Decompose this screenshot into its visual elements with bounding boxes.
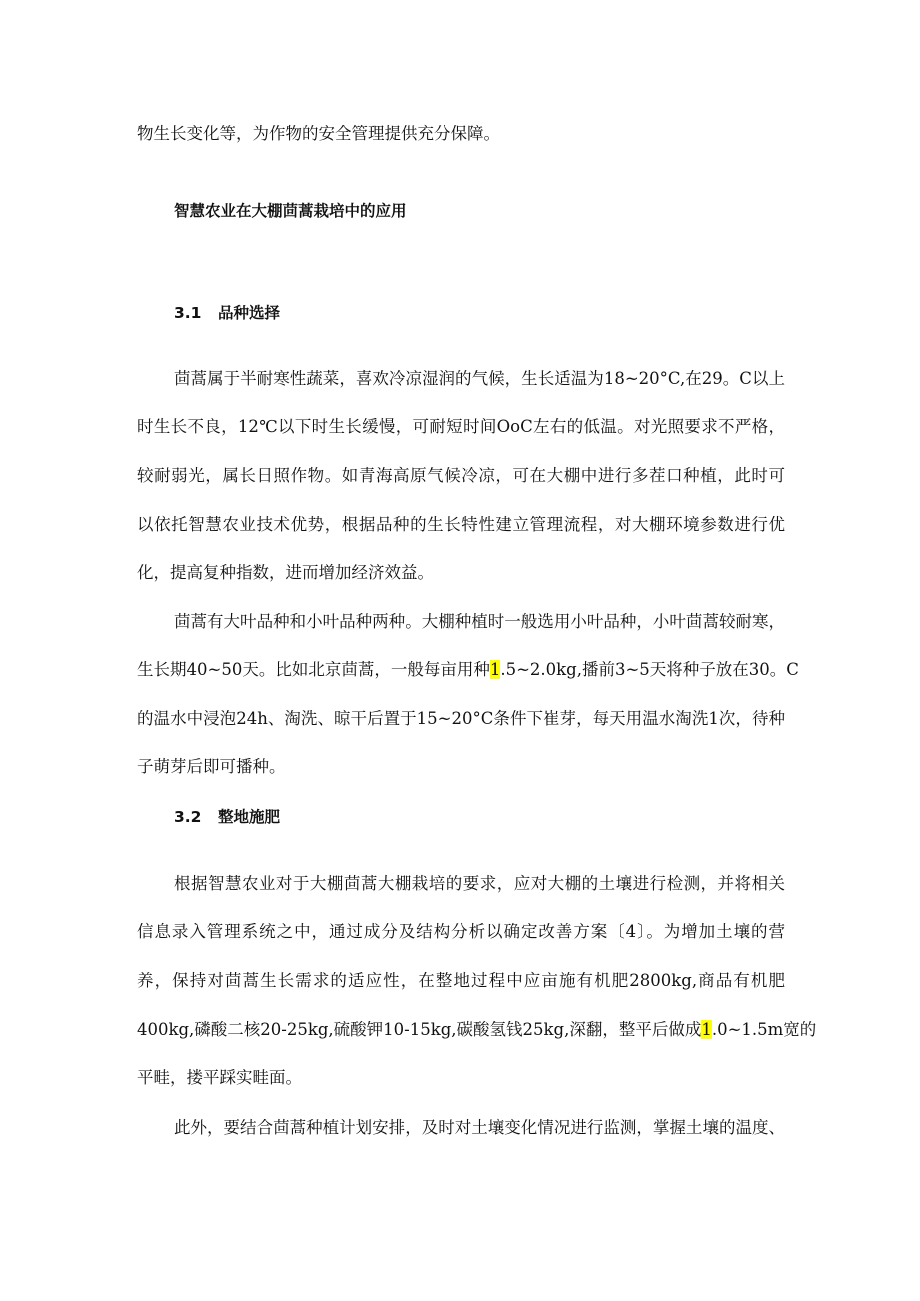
paragraph-line: 根据智慧农业对于大棚茴蒿大棚栽培的要求，应对大棚的土壤进行检测，并将相关 <box>174 874 785 893</box>
paragraph-line: 平畦，搂平踩实畦面。 <box>137 1068 302 1087</box>
highlighted-text: 1 <box>701 1020 712 1039</box>
paragraph-line: 此外，要结合茴蒿种植计划安排，及时对土壤变化情况进行监测，掌握土壤的温度、 <box>174 1118 785 1137</box>
paragraph-line: 子萌芽后即可播种。 <box>137 757 286 776</box>
paragraph-line: 茴蒿属于半耐寒性蔬菜，喜欢冷凉湿润的气候，生长适温为18~20°C,在29。C以上 <box>174 369 785 388</box>
section-title-3-2: 整地施肥 <box>218 808 281 826</box>
paragraph-line: 化，提高复种指数，进而增加经济效益。 <box>137 563 434 582</box>
paragraph-line: 以依托智慧农业技术优势，根据品种的生长特性建立管理流程，对大棚环境参数进行优 <box>137 515 785 534</box>
paragraph-line: 较耐弱光，属长日照作物。如青海高原气候冷凉，可在大棚中进行多茬口种植，此时可 <box>137 466 785 485</box>
text-segment: .0~1.5m宽的 <box>711 1020 817 1039</box>
section-title-3-1: 品种选择 <box>218 304 281 322</box>
section-number-3-1: 3.1 <box>174 304 202 322</box>
text-segment: 400kg,磷酸二核20-25kg,硫酸钾10-15kg,碳酸氢钱25kg,深翻，整平后做成 <box>137 1020 702 1039</box>
paragraph-line <box>137 1018 817 1042</box>
paragraph-line: 时生长不良，12℃以下时生长缓慢，可耐短时间OoC左右的低温。对光照要求不严格， <box>137 417 785 436</box>
paragraph-line <box>137 658 799 682</box>
paragraph-line: 的温水中浸泡24h、淘洗、晾干后置于15~20°C条件下崔芽，每天用温水淘洗1次，待种 <box>137 709 785 728</box>
section-heading-main: 智慧农业在大棚茴蒿栽培中的应用 <box>174 202 407 220</box>
paragraph-line: 养，保持对茴蒿生长需求的适应性，在整地过程中应亩施有机肥2800kg,商品有机肥 <box>137 971 785 990</box>
paragraph-line: 信息录入管理系统之中，通过成分及结构分析以确定改善方案〔4〕。为增加土壤的营 <box>137 922 785 941</box>
highlighted-text: 1 <box>489 660 501 679</box>
paragraph-line: 茴蒿有大叶品种和小叶品种两种。大棚种植时一般选用小叶品种，小叶茴蒿较耐寒， <box>174 612 785 631</box>
section-number-3-2: 3.2 <box>174 808 202 826</box>
text-segment: 生长期40~50天。比如北京茴蒿，一般每亩用种 <box>137 660 490 679</box>
text-segment: .5~2.0kg,播前3~5天将种子放在30。C <box>500 660 799 679</box>
paragraph-line: 物生长变化等，为作物的安全管理提供充分保障。 <box>137 124 500 143</box>
